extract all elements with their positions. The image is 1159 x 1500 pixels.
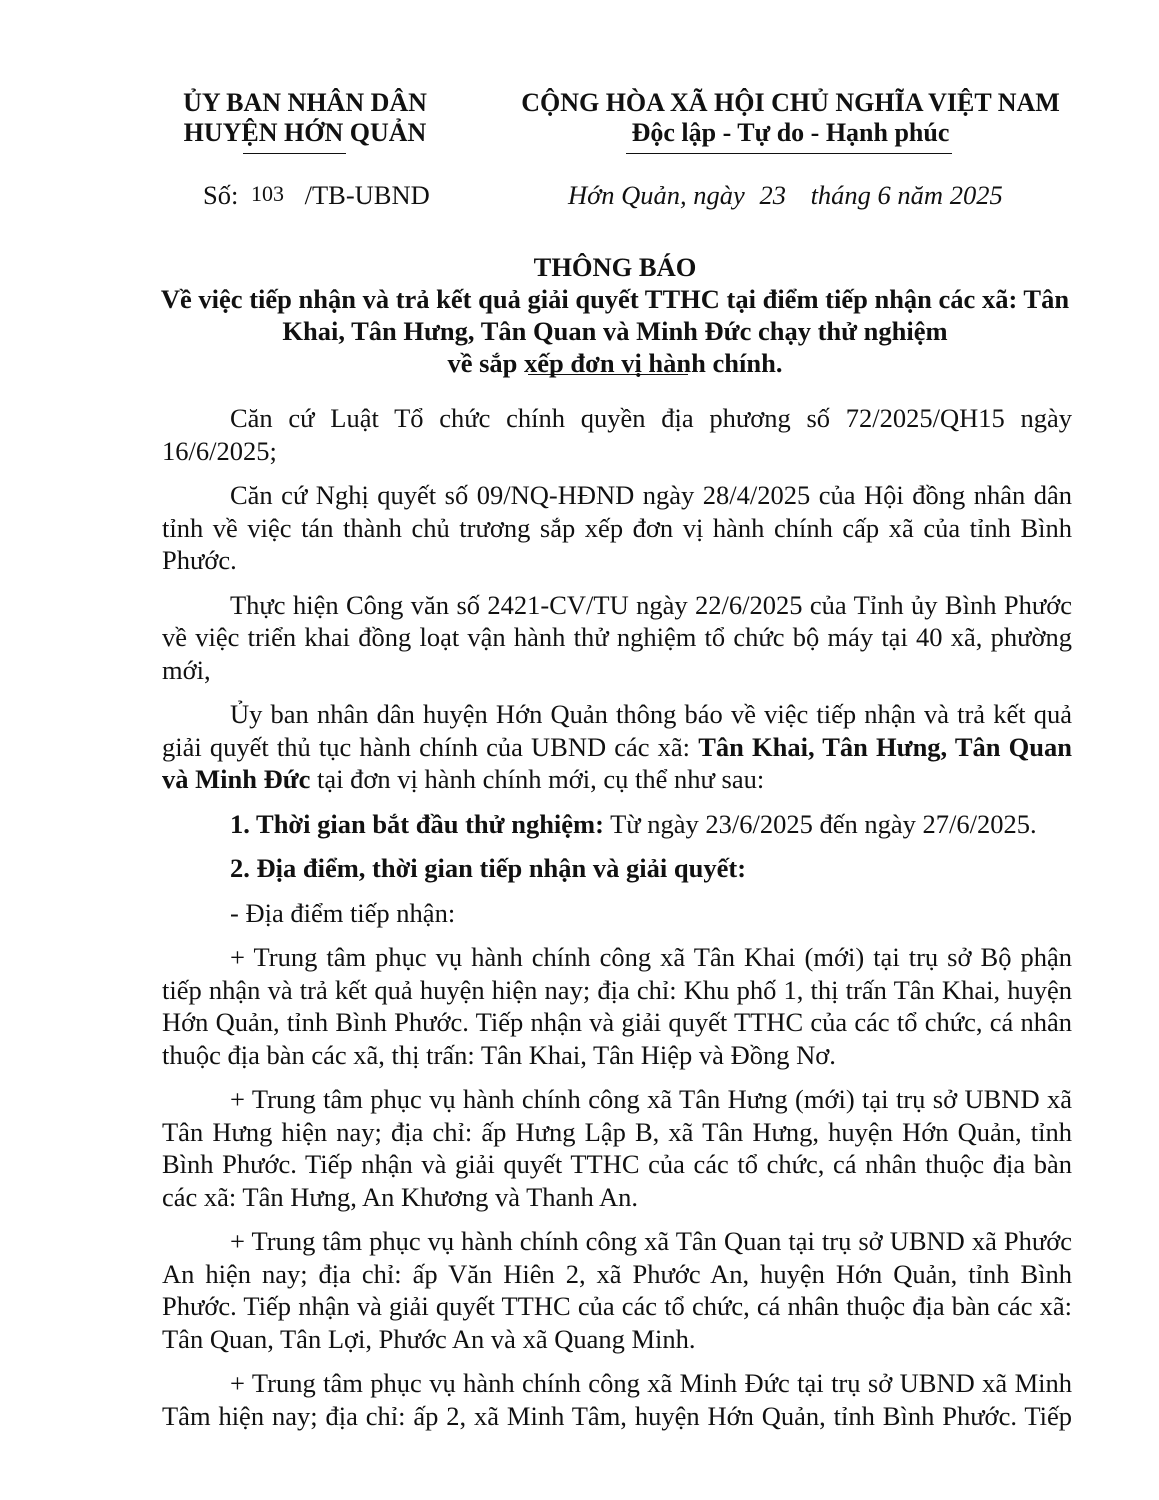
date-day: 23 xyxy=(759,180,786,210)
section-1-label: 1. Thời gian bắt đầu thử nghiệm: xyxy=(230,808,604,839)
number-suffix: /TB-UBND xyxy=(304,180,430,210)
issuer-line-1: ỦY BAN NHÂN DÂN xyxy=(183,88,427,117)
location-tan-khai: + Trung tâm phục vụ hành chính công xã Tân Khai (mới) tại trụ sở Bộ phận tiếp nhận và trả kết quả huyện hiện nay; địa chỉ: Khu phố 1, thị trấn Tân Khai, huyện Hớn Quản, tỉnh Bình Phước. Tiếp nhận và giải quyết TTHC của các tổ chức, cá nhân thuộc địa bàn các xã, thị trấn: Tân Khai, Tân Hiệp và Đồng Nơ. xyxy=(162,942,1072,1070)
number-value: 103 xyxy=(250,181,284,206)
notice-subject xyxy=(150,283,1080,379)
location-label: - Địa điểm tiếp nhận: xyxy=(230,897,456,928)
number-prefix: Số: xyxy=(203,180,239,210)
subject-line-3: về sắp xếp đơn vị hành chính. xyxy=(447,348,783,378)
title-underline xyxy=(528,374,688,375)
subject-line-1: Về việc tiếp nhận và trả kết quả giải quyết TTHC tại điểm tiếp nhận các xã: Tân xyxy=(160,284,1070,314)
announcement-communes: Tân Khai, Tân Hưng, Tân Quan và Minh Đức xyxy=(162,731,1072,794)
national-title: CỘNG HÒA XÃ HỘI CHỦ NGHĨA VIỆT NAM xyxy=(521,88,1060,117)
document-number xyxy=(203,180,430,212)
place-date-prefix: Hớn Quản, ngày xyxy=(568,180,745,210)
notice-title: THÔNG BÁO xyxy=(533,252,697,282)
notice-body xyxy=(162,402,1072,1444)
issuer-underline xyxy=(243,153,346,154)
issuer-line-2: HUYỆN HỚN QUẢN xyxy=(183,118,427,147)
subject-line-2: Khai, Tân Hưng, Tân Quan và Minh Đức chạy thử nghiệm xyxy=(282,316,948,346)
place-date xyxy=(568,180,1003,210)
location-tan-hung: + Trung tâm phục vụ hành chính công xã Tân Hưng (mới) tại trụ sở UBND xã Tân Hưng hiện nay; địa chỉ: ấp Hưng Lập B, xã Tân Hưng, huyện Hớn Quản, tỉnh Bình Phước. Tiếp nhận và giải quyết TTHC của các tổ chức, cá nhân thuộc địa bàn các xã: Tân Hưng, An Khương và Thanh An. xyxy=(162,1084,1072,1212)
national-motto: Độc lập - Tự do - Hạnh phúc xyxy=(631,118,950,147)
legal-basis-1: Căn cứ Luật Tổ chức chính quyền địa phương số 72/2025/QH15 ngày 16/6/2025; xyxy=(162,403,1072,466)
section-2-heading: 2. Địa điểm, thời gian tiếp nhận và giải quyết: xyxy=(230,853,747,883)
national-heading xyxy=(508,88,1073,148)
issuer-name xyxy=(160,88,450,148)
announcement-text-a: Ủy ban nhân dân huyện Hớn Quản thông báo về việc tiếp nhận và trả kết quả giải quyết thủ tục hành chính của UBND các xã: xyxy=(162,699,1072,762)
announcement-paragraph xyxy=(162,698,1072,796)
location-tan-quan: + Trung tâm phục vụ hành chính công xã Tân Quan tại trụ sở UBND xã Phước An hiện nay; địa chỉ: ấp Văn Hiên 2, xã Phước An, huyện Hớn Quản, tỉnh Bình Phước. Tiếp nhận và giải quyết TTHC của các tổ chức, cá nhân thuộc địa bàn các xã: Tân Quan, Tân Lợi, Phước An và xã Quang Minh. xyxy=(162,1226,1072,1354)
section-1 xyxy=(162,808,1072,841)
location-minh-duc: + Trung tâm phục vụ hành chính công xã Minh Đức tại trụ sở UBND xã Minh Tâm hiện nay; địa chỉ: ấp 2, xã Minh Tâm, huyện Hớn Quản, tỉnh Bình Phước. Tiếp xyxy=(162,1368,1072,1431)
section-1-text: Từ ngày 23/6/2025 đến ngày 27/6/2025. xyxy=(603,808,1037,839)
announcement-text-c: tại đơn vị hành chính mới, cụ thể như sau: xyxy=(310,764,765,794)
place-date-suffix: tháng 6 năm 2025 xyxy=(810,180,1003,210)
legal-basis-2: Căn cứ Nghị quyết số 09/NQ-HĐND ngày 28/4/2025 của Hội đồng nhân dân tỉnh về việc tán thành chủ trương sắp xếp đơn vị hành chính cấp xã của tỉnh Bình Phước. xyxy=(162,480,1072,575)
legal-basis-3: Thực hiện Công văn số 2421-CV/TU ngày 22/6/2025 của Tỉnh ủy Bình Phước về việc triển khai đồng loạt vận hành thử nghiệm tổ chức bộ máy tại 40 xã, phường mới, xyxy=(162,589,1072,685)
motto-underline xyxy=(626,153,952,154)
